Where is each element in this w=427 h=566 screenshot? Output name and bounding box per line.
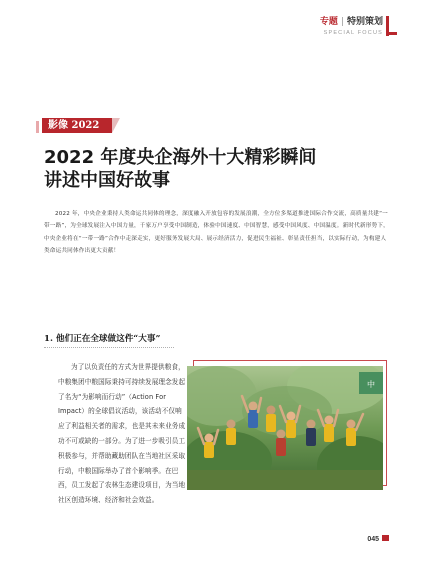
header-accent-tick — [388, 32, 397, 35]
category-badge — [36, 118, 116, 133]
section-heading: 1. 他们正在全球做这件“大事” — [44, 334, 161, 344]
intro-paragraph: 2022 年，中央企业秉持人类命运共同体的理念，深度融入开放包容的发展浪潮，全方位多渠道推进国际合作交流，高质量共建“一带一路”，为全球发展注入中国力量，千家万户享受中国制造，体验中国速度、中国智慧，感受中国风度、中国温度。新时代新形势下，中央企业将在“一带一路”合作中走深走实，更好服务发展大局、展示经济活力，促进民生福祉、彰显责任担当，以实际行动，为构建人类命运共同体作出更大贡献！ — [44, 211, 389, 254]
badge-tail — [112, 118, 120, 133]
section-body: 为了以负责任的方式为世界提供粮食，中粮集团中粮国际秉持可持续发展理念发起了名为“为影响而行动”（Action For Impact）的全球倡议活动，该活动不仅响应了利益相关者的需求，也是其未来业务成功不可或缺的一部分。为了进一步吸引员工积极参与，并帮助藏助团队在当地社区采取行动，中粮国际举办了首个影响季。在巴西，员工发起了农林生态建设项目，为当地社区创造环境、经济和社会效益。 — [58, 363, 186, 505]
header-section-en: SPECIAL FOCUS — [323, 30, 383, 36]
photo-logo-text: 中 — [367, 380, 375, 389]
badge-accent-stripe — [36, 121, 39, 133]
group-photo — [187, 366, 383, 490]
page-number: 045 — [367, 536, 379, 543]
header-subtitle: 特别策划 — [346, 17, 383, 27]
badge-label: 影像 2022 — [42, 118, 112, 133]
section-divider — [44, 347, 174, 348]
header-section: 专题 — [319, 17, 338, 27]
header-title — [320, 14, 383, 27]
header-separator: | — [340, 17, 344, 27]
page-header — [320, 14, 383, 36]
page-number-marker — [382, 535, 389, 541]
title-line-2: 讲述中国好故事 — [44, 170, 170, 191]
title-line-1: 2022 年度央企海外十大精彩瞬间 — [44, 147, 317, 168]
article-title — [44, 146, 404, 192]
